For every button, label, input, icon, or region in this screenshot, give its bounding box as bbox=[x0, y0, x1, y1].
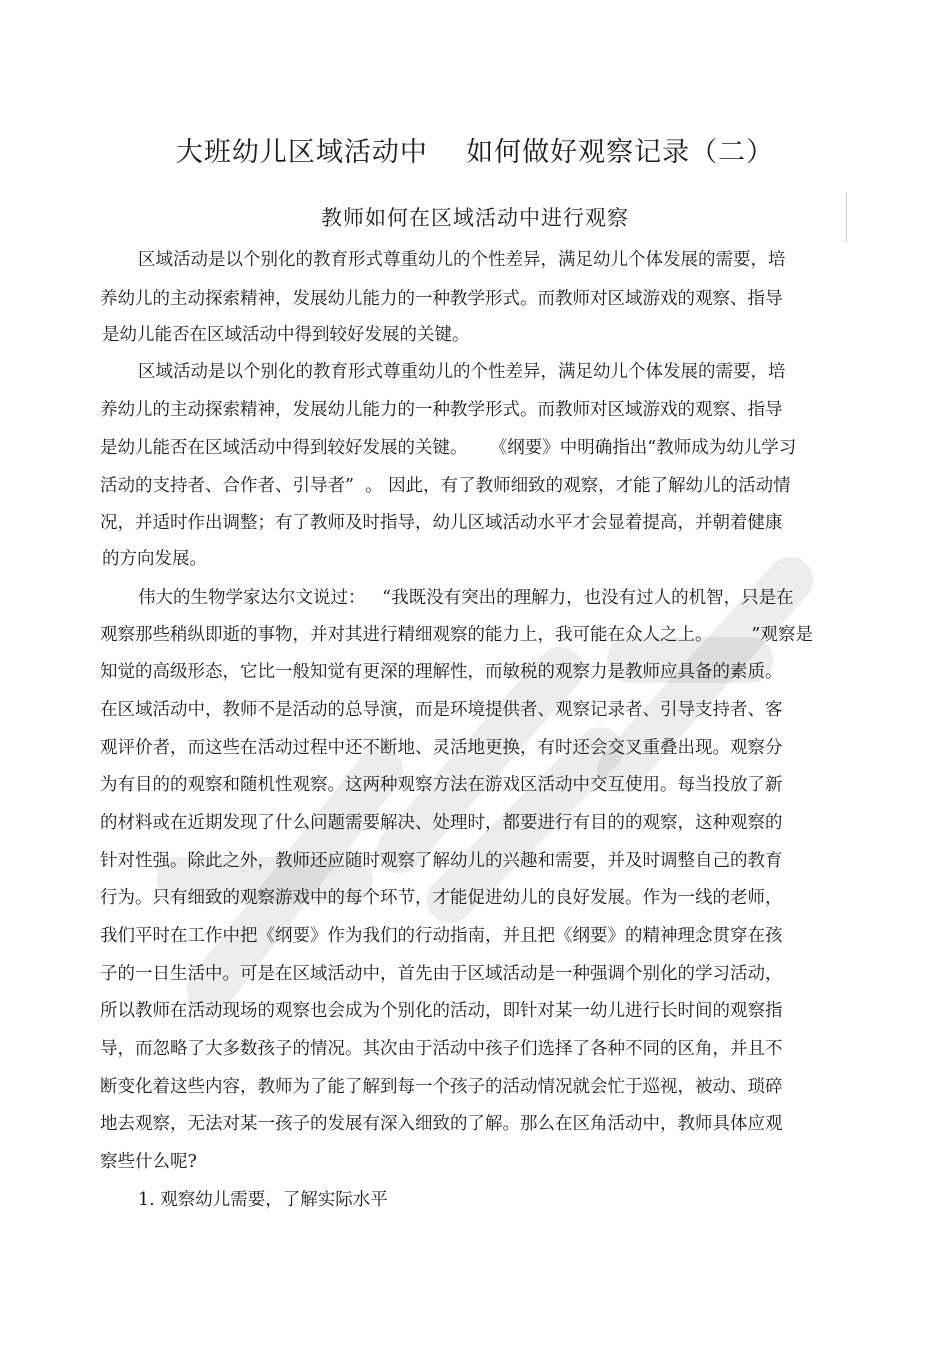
text-line-7: 活动的支持者、合作者、引导者” 。 因此，有了教师细致的观察，才能了解幼儿的活动情 bbox=[100, 476, 791, 496]
text-line-23: 断变化着这些内容，教师为了能了解到每一个孩子的活动情况就会忙于巡视，被动、琐碎 bbox=[100, 1077, 783, 1097]
text-line-3: 是幼儿能否在区域活动中得到较好发展的关键。 bbox=[102, 325, 470, 345]
text-line-17: 针对性强。除此之外，教师还应随时观察了解幼儿的兴趣和需要，并及时调整自己的教育 bbox=[100, 851, 783, 871]
text-line-13: 在区域活动中，教师不是活动的总导演，而是环境提供者、观察记录者、引导支持者、客 bbox=[100, 700, 783, 720]
text-line-2: 养幼儿的主动探索精神，发展幼儿能力的一种教学形式。而教师对区域游戏的观察、指导 bbox=[100, 289, 783, 309]
list-item-heading: 1. 观察幼儿需要，了解实际水平 bbox=[138, 1190, 388, 1210]
text-line-14: 观评价者，而这些在活动过程中还不断地、灵活地更换，有时还会交叉重叠出现。观察分 bbox=[100, 738, 783, 758]
text-line-16: 的材料或在近期发现了什么问题需要解决、处理时，都要进行有目的的观察，这种观察的 bbox=[100, 813, 783, 833]
text-line-25: 察些什么呢? bbox=[100, 1152, 197, 1172]
text-line-10: 伟大的生物学家达尔文说过： “我既没有突出的理解力，也没有过人的机智，只是在 bbox=[138, 588, 794, 608]
text-line-4: 区域活动是以个别化的教育形式尊重幼儿的个性差异，满足幼儿个体发展的需要，培 bbox=[138, 362, 786, 382]
text-line-6: 是幼儿能否在区域活动中得到较好发展的关键。 《纲要》中明确指出“教师成为幼儿学习 bbox=[100, 438, 797, 458]
text-line-5: 养幼儿的主动探索精神，发展幼儿能力的一种教学形式。而教师对区域游戏的观察、指导 bbox=[100, 400, 783, 420]
text-line-9: 的方向发展。 bbox=[102, 549, 207, 569]
text-line-8: 况，并适时作出调整；有了教师及时指导，幼儿区域活动水平才会显着提高，并朝着健康 bbox=[100, 513, 783, 533]
text-line-24: 地去观察，无法对某一孩子的发展有深入细致的了解。那么在区角活动中，教师具体应观 bbox=[100, 1114, 783, 1134]
text-line-1: 区域活动是以个别化的教育形式尊重幼儿的个性差异，满足幼儿个体发展的需要，培 bbox=[138, 250, 786, 270]
text-line-18: 行为。只有细致的观察游戏中的每个环节，才能促进幼儿的良好发展。作为一线的老师， bbox=[100, 888, 783, 908]
document-subtitle: 教师如何在区域活动中进行观察 bbox=[321, 206, 629, 230]
document-title: 大班幼儿区域活动中 如何做好观察记录（二） bbox=[175, 137, 775, 168]
text-line-11: 观察那些稍纵即逝的事物，并对其进行精细观察的能力上，我可能在众人之上。 ”观察是 bbox=[100, 625, 813, 645]
text-line-19: 我们平时在工作中把《纲要》作为我们的行动指南，并且把《纲要》的精神理念贯穿在孩 bbox=[100, 926, 783, 946]
text-line-21: 所以教师在活动现场的观察也会成为个别化的活动，即针对某一幼儿进行长时间的观察指 bbox=[100, 1001, 783, 1021]
text-line-22: 导，而忽略了大多数孩子的情况。其次由于活动中孩子们选择了各种不同的区角，并且不 bbox=[100, 1039, 783, 1059]
text-line-12: 知觉的高级形态，它比一般知觉有更深的理解性，而敏税的观察力是教师应具备的素质。 bbox=[100, 662, 783, 682]
text-line-15: 为有目的的观察和随机性观察。这两种观察方法在游戏区活动中交互使用。每当投放了新 bbox=[100, 775, 783, 795]
text-line-20: 子的一日生活中。可是在区域活动中，首先由于区域活动是一种强调个别化的学习活动， bbox=[100, 964, 783, 984]
